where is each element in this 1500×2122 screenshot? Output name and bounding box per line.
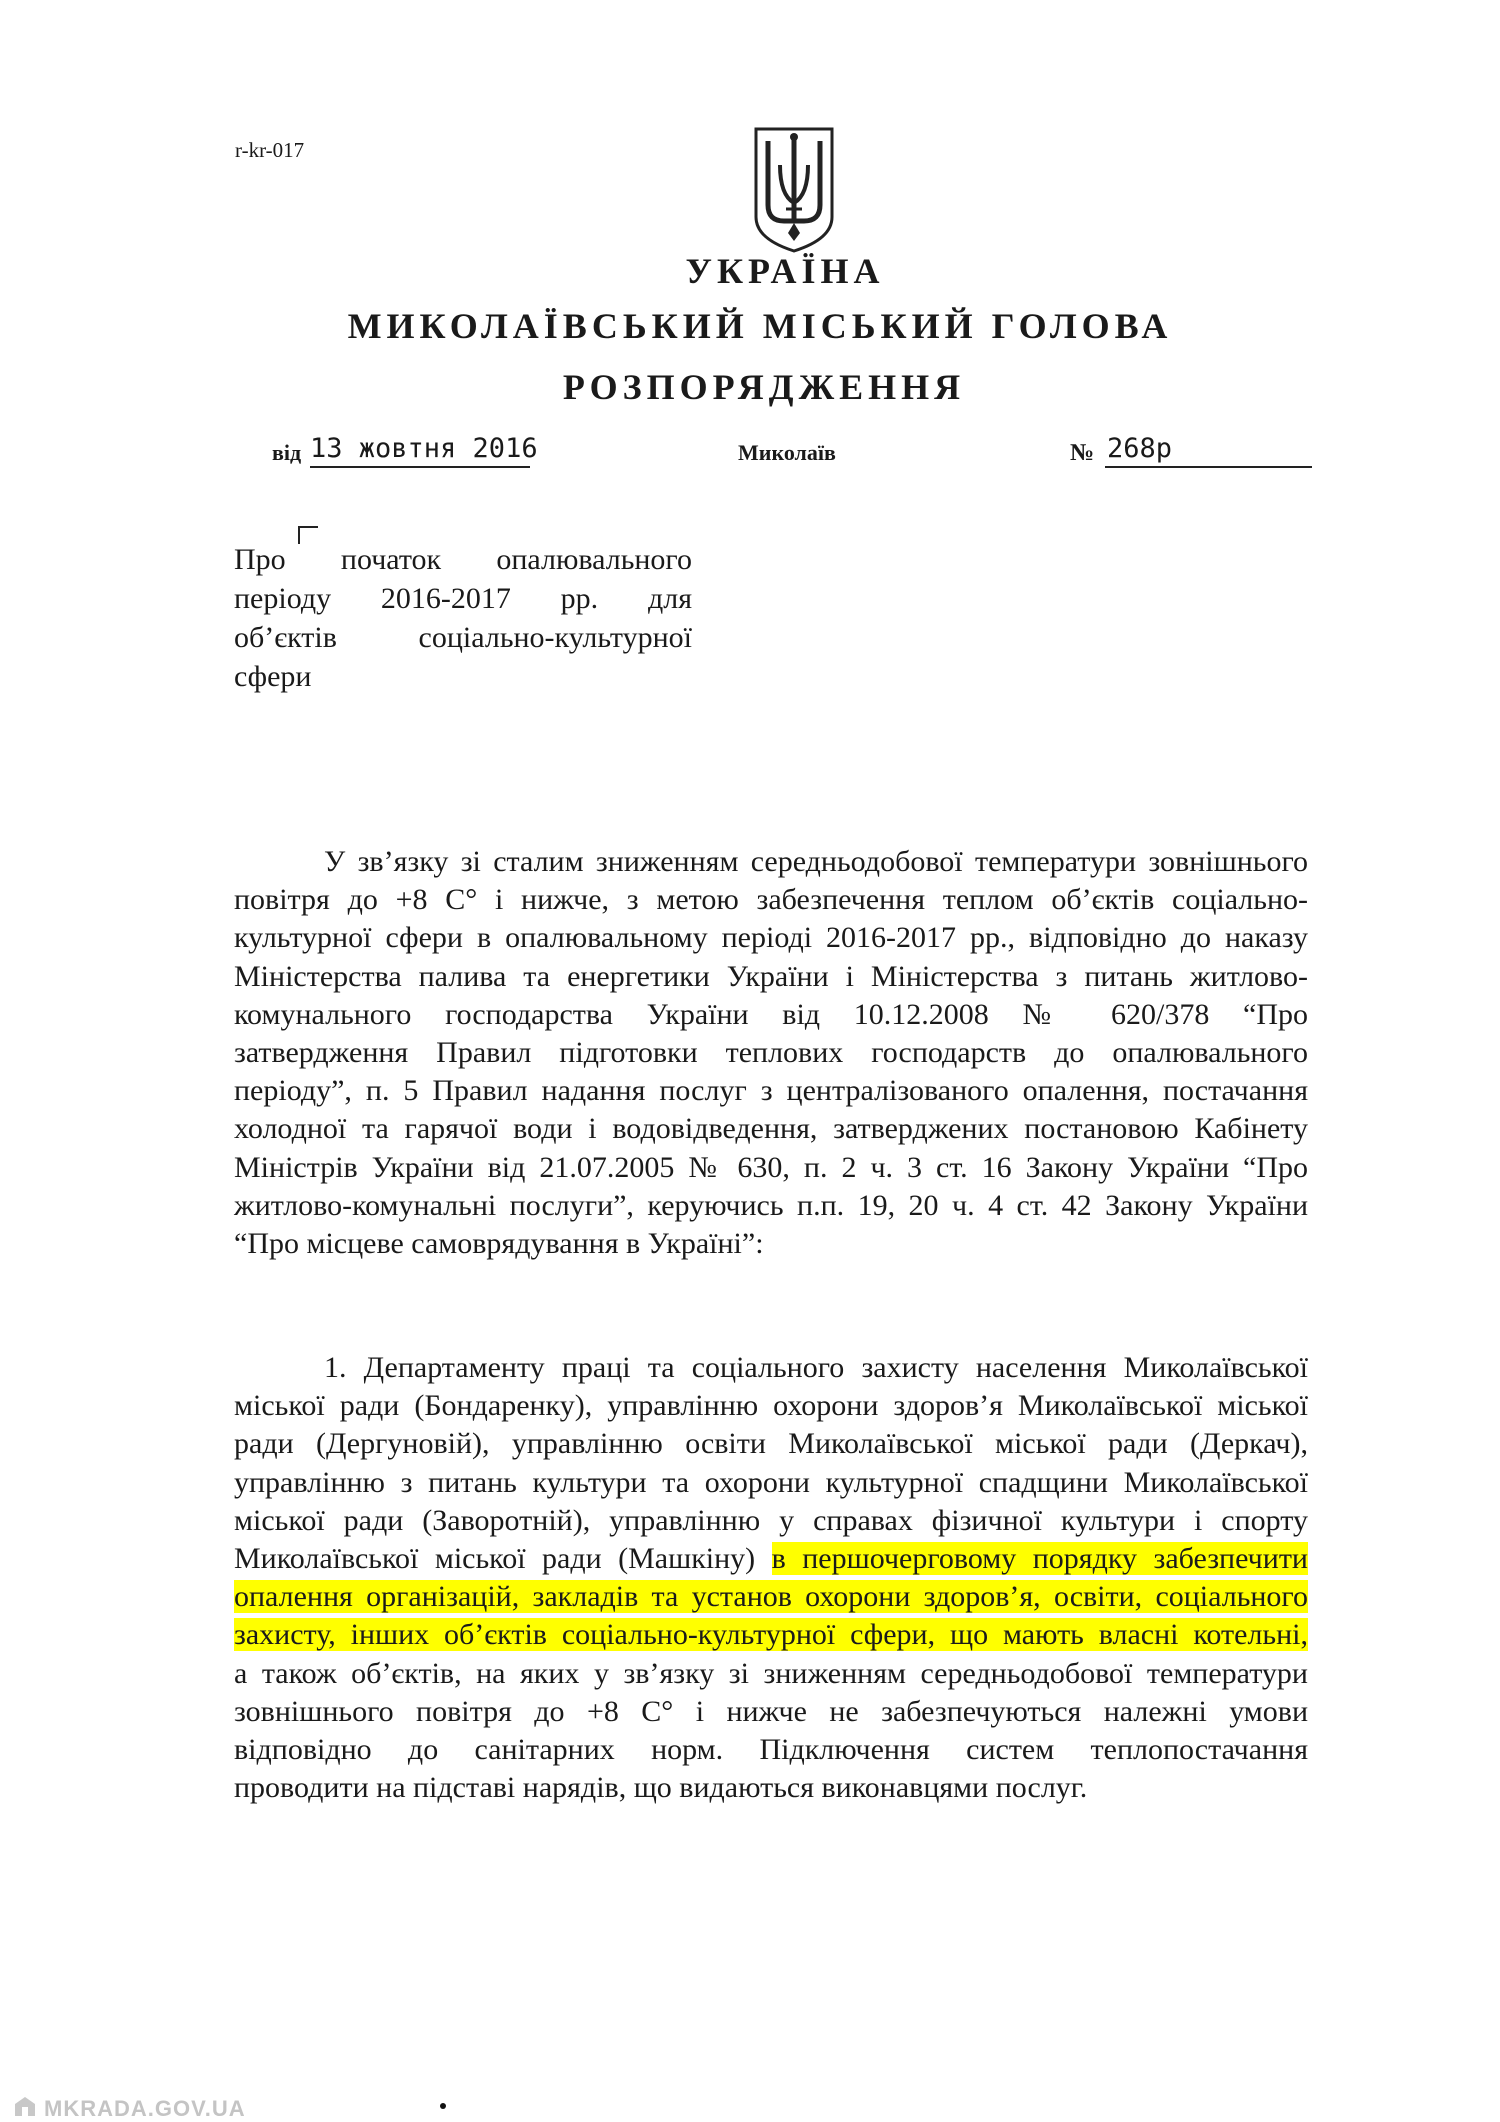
preamble-line: Міністерства палива та енергетики України і Міністерства з питань житлово- (234, 959, 1308, 993)
item-1-paragraph (234, 1349, 1308, 1807)
document-city: Миколаїв (738, 440, 836, 465)
highlighted-text: опалення організацій, закладів та установ охорони здоров’я, освіти, соціального (234, 1580, 1308, 1614)
item-line (234, 1616, 1308, 1654)
item-line: міської ради (Заворотній), управлінню у справах фізичної культури і спорту (234, 1503, 1308, 1537)
subject-line: об’єктів соціально-культурної (234, 621, 692, 654)
preamble-line: періоду”, п. 5 Правил надання послуг з централізованого опалення, постачання (234, 1074, 1308, 1108)
preamble-line: комунального господарства України від 10.12.2008 № 620/378 “Про (234, 997, 1308, 1031)
number-label: № (1070, 440, 1095, 466)
date-label: від (272, 440, 302, 465)
preamble-paragraph (234, 843, 1308, 1263)
document-date: 13 жовтня 2016 (310, 432, 530, 468)
subject-line: сфери (234, 660, 312, 693)
document-subject (234, 540, 692, 696)
document-number: 268р (1105, 432, 1312, 468)
preamble-line: “Про місцеве самоврядування в Україні”: (234, 1227, 764, 1261)
document-type-heading: РОЗПОРЯДЖЕННЯ (562, 367, 966, 407)
item-line: Миколаївської міської ради (Машкіну) в першочерговому порядку забезпечити (234, 1542, 1308, 1576)
item-line: ради (Дергуновій), управлінню освіти Миколаївської міської ради (Деркач), (234, 1427, 1308, 1461)
item-line: міської ради (Бондаренку), управлінню охорони здоров’я Миколаївської міської (234, 1389, 1308, 1423)
preamble-line: холодної та гарячої води і водовідведення, затверджених постановою Кабінету (234, 1112, 1308, 1146)
preamble-line: культурної сфери в опалювальному періоді 2016-2017 рр., відповідно до наказу (234, 921, 1308, 955)
preamble-line: повітря до +8 С° і нижче, з метою забезпечення теплом об’єктів соціально- (234, 883, 1308, 917)
country-heading: УКРАЇНА (685, 251, 885, 291)
site-watermark: MKRADA.GOV.UA (44, 2096, 246, 2121)
highlighted-text: захисту, інших об’єктів соціально-культурної сфери, що мають власні котельні, (234, 1618, 1308, 1652)
punch-dot (440, 2103, 446, 2109)
preamble-line: Міністрів України від 21.07.2005 № 630, п. 2 ч. 3 ст. 16 Закону України “Про (234, 1150, 1308, 1184)
item-line: відповідно до санітарних норм. Підключення систем теплопостачання (234, 1733, 1308, 1767)
authority-heading: МИКОЛАЇВСЬКИЙ МІСЬКИЙ ГОЛОВА (347, 306, 1173, 346)
document-code: r-kr-017 (235, 138, 305, 162)
item-line: управлінню з питань культури та охорони культурної спадщини Миколаївської (234, 1465, 1308, 1499)
item-line: а також об’єктів, на яких у зв’язку зі зниженням середньодобової температури (234, 1656, 1308, 1690)
item-line (234, 1578, 1308, 1616)
item-line: зовнішнього повітря до +8 С° і нижче не забезпечуються належні умови (234, 1694, 1308, 1728)
preamble-line: затвердження Правил підготовки теплових господарств до опалювального (234, 1036, 1308, 1070)
item-line: 1. Департаменту праці та соціального захисту населення Миколаївської (324, 1351, 1308, 1384)
mkrada-logo-icon (12, 2094, 38, 2118)
item-line: проводити на підставі нарядів, що видаються виконавцями послуг. (234, 1771, 1088, 1805)
highlighted-text: в першочерговому порядку забезпечити (771, 1542, 1308, 1576)
preamble-line: житлово-комунальні послуги”, керуючись п.п. 19, 20 ч. 4 ст. 42 Закону України (234, 1188, 1308, 1222)
preamble-line: У зв’язку зі сталим зниженням середньодобової температури зовнішнього (324, 845, 1308, 878)
trident-emblem-icon (750, 125, 838, 253)
subject-line: Про початок опалювального (234, 543, 692, 576)
subject-line: періоду 2016-2017 рр. для (234, 582, 692, 615)
